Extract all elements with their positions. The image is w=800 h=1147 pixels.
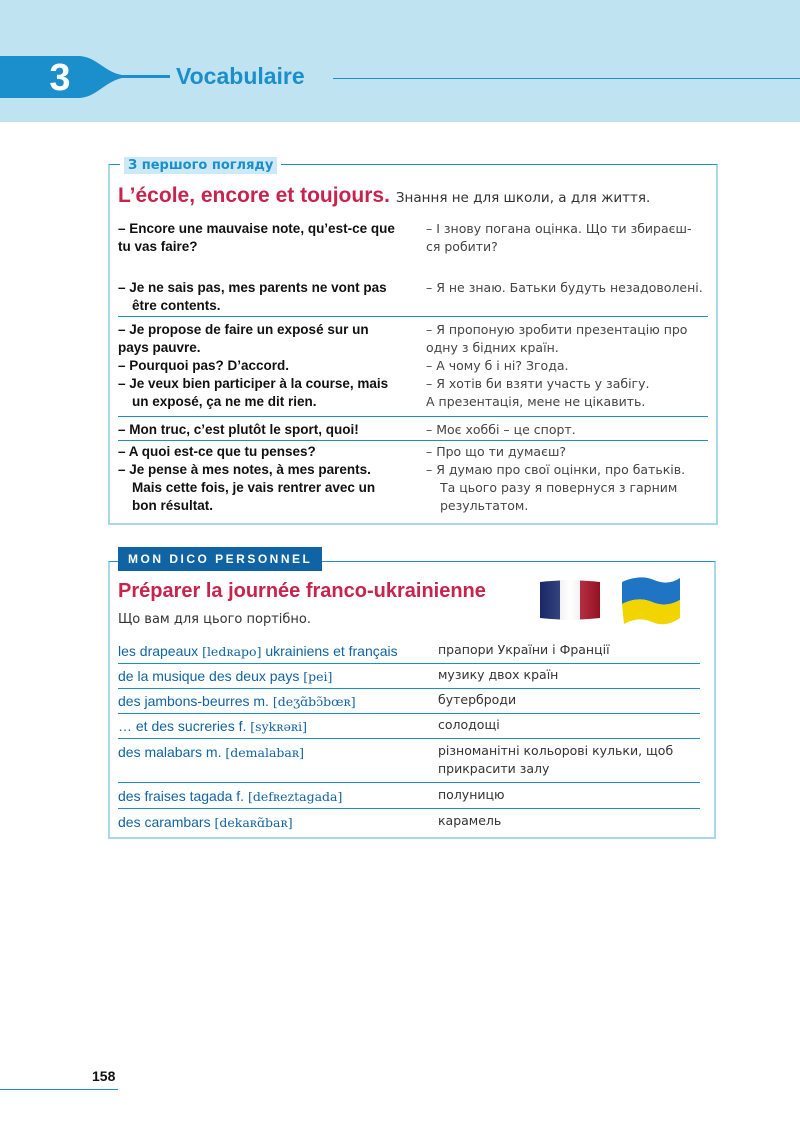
vocab-ukrainian: полуницю bbox=[438, 787, 505, 802]
vocab-french: des carambars [dekaʀɑ̃baʀ] bbox=[118, 814, 293, 830]
vocab-french: de la musique des deux pays [pei] bbox=[118, 668, 333, 684]
dialogue-french: – A quoi est-ce que tu penses? – Je pense à mes notes, à mes parents. Mais cette fois, je vais rentrer avec un bon résultat. bbox=[118, 444, 376, 513]
ukrainian-flag-image bbox=[620, 574, 682, 628]
header-rule bbox=[333, 78, 800, 79]
row-divider bbox=[118, 316, 708, 317]
vocab-transcription: [sykʀəʀi] bbox=[250, 719, 308, 734]
row-divider bbox=[118, 738, 700, 739]
vocab-ukrainian: бутерброди bbox=[438, 692, 517, 707]
french-flag-image bbox=[538, 578, 602, 622]
vocab-french: des malabars m. [demalabaʀ] bbox=[118, 744, 305, 760]
page-number: 158 bbox=[92, 1068, 116, 1084]
row-divider bbox=[118, 416, 708, 417]
vocab-transcription: [defʀeztagada] bbox=[247, 789, 343, 804]
vocab-french: des jambons-beurres m. [deʒɑ̃bɔ̃bœʀ] bbox=[118, 693, 356, 709]
vocabulary-title: Préparer la journée franco-ukrainienne bbox=[118, 580, 486, 602]
row-divider bbox=[118, 663, 700, 664]
dialogue-french: – Mon truc, c’est plutôt le sport, quoi! bbox=[118, 422, 359, 437]
row-divider bbox=[118, 713, 700, 714]
row-divider bbox=[118, 808, 700, 809]
dialogue-french: – Je ne sais pas, mes parents ne vont pas être contents. bbox=[118, 280, 387, 313]
chapter-number: 3 bbox=[49, 57, 71, 99]
dialogue-ukrainian: – І знову погана оцінка. Що ти збираєш- ся робити? bbox=[426, 221, 692, 254]
vocab-transcription: [deʒɑ̃bɔ̃bœʀ] bbox=[272, 694, 356, 709]
dialogue-subtitle: Знання не для школи, а для життя. bbox=[395, 190, 651, 206]
dialogue-french: – Je propose de faire un exposé sur un pays pauvre. – Pourquoi pas? D’accord. – Je veux bien participer à la course, mais un exposé, ça ne me dit rien. bbox=[118, 322, 389, 409]
dialogue-ukrainian: – Я пропоную зробити презентацію про одну з бідних країн. – А чому б і ні? Згода. – Я хотів би взяти участь у забігу. А презентація, мене не цікавить. bbox=[426, 322, 688, 409]
dialogue-ukrainian: – Про що ти думаєш? – Я думаю про свої оцінки, про батьків. Та цього разу я повернуся з гарним результатом. bbox=[426, 444, 686, 513]
footer-rule bbox=[0, 1089, 118, 1090]
vocab-ukrainian: прапори України і Франції bbox=[438, 642, 610, 657]
vocab-transcription: [dekaʀɑ̃baʀ] bbox=[214, 815, 293, 830]
vocab-ukrainian: музику двох країн bbox=[438, 667, 559, 682]
vocab-french: les drapeaux [ledʀapo] ukrainiens et français bbox=[118, 643, 398, 659]
dialogue-french: – Encore une mauvaise note, qu’est-ce que tu vas faire? bbox=[118, 221, 395, 254]
vocab-transcription: [pei] bbox=[303, 669, 333, 684]
vocab-french: des fraises tagada f. [defʀeztagada] bbox=[118, 788, 343, 804]
row-divider bbox=[118, 782, 700, 783]
dialogue-ukrainian: – Я не знаю. Батьки будуть незадоволені. bbox=[426, 280, 703, 295]
vocabulary-subtitle: Що вам для цього портібно. bbox=[118, 612, 311, 627]
vocab-ukrainian: різноманітні кольорові кульки, щоб прикрасити залу bbox=[438, 743, 674, 776]
chapter-tab-shape bbox=[0, 56, 170, 98]
section-tag-first-look: З першого погляду bbox=[120, 154, 281, 174]
dialogue-ukrainian: – Моє хоббі – це спорт. bbox=[426, 422, 576, 437]
vocab-french: … et des sucreries f. [sykʀəʀi] bbox=[118, 718, 308, 734]
vocab-ukrainian: солодощі bbox=[438, 717, 500, 732]
vocab-transcription: [ledʀapo] bbox=[202, 644, 262, 659]
row-divider bbox=[118, 688, 700, 689]
chapter-title: Vocabulaire bbox=[176, 63, 305, 89]
row-divider bbox=[118, 440, 708, 441]
vocab-ukrainian: карамель bbox=[438, 813, 502, 828]
dialogue-title: L’école, encore et toujours. bbox=[118, 184, 390, 207]
dialogue-heading bbox=[118, 184, 650, 208]
section-tag-mon-dico: MON DICO PERSONNEL bbox=[118, 547, 322, 571]
vocab-transcription: [demalabaʀ] bbox=[225, 745, 305, 760]
